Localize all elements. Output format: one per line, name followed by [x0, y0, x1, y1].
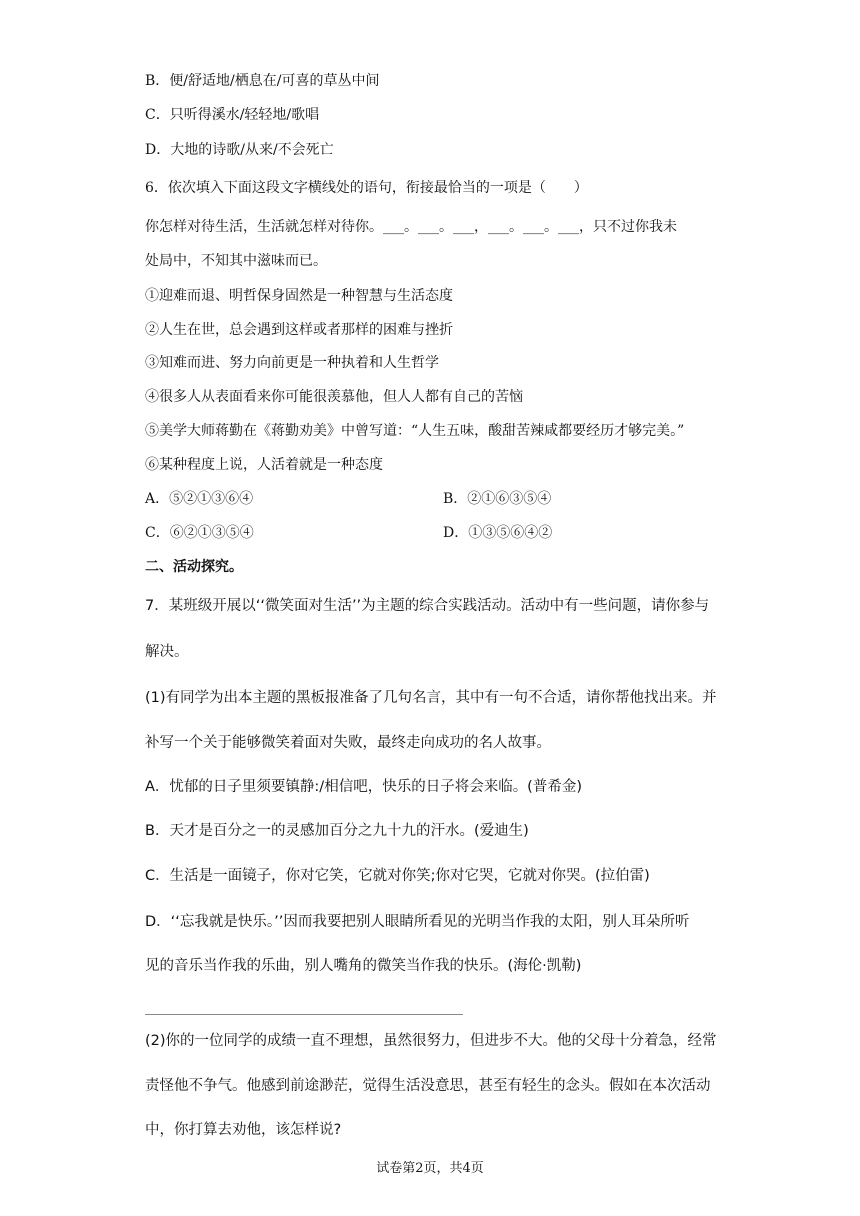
q7-option-d-line-1: D．‘‘忘我就是快乐。’’因而我要把别人眼睛所看见的光明当作我的太阳，别人耳朵所听 — [145, 914, 690, 930]
q7-part2-line-2: 责怪他不争气。他感到前途渺茫，觉得生活没意思，甚至有轻生的念头。假如在本次活动 — [145, 1078, 711, 1094]
q7-part2-line-3: 中，你打算去劝他，该怎样说? — [145, 1122, 342, 1138]
q7-option-c: C．生活是一面镜子，你对它笑，它就对你笑;你对它哭，它就对你哭。(拉伯雷) — [145, 868, 650, 884]
q7-option-d-line-2: 见的音乐当作我的乐曲，别人嘴角的微笑当作我的快乐。(海伦·凯勒) — [145, 958, 582, 974]
q6-sentence-5: ⑤美学大师蒋勤在《蒋勤劝美》中曾写道：“人生五味，酸甜苦辣咸都要经历才够完美。” — [145, 423, 685, 439]
q7-option-b: B．天才是百分之一的灵感加百分之九十九的汗水。(爱迪生) — [145, 823, 529, 839]
q6-stem: 6．依次填入下面这段文字横线处的语句，衔接最恰当的一项是（ ） — [145, 180, 588, 196]
q7-stem-line-2: 解决。 — [145, 644, 189, 660]
q6-sentence-6: ⑥某种程度上说，人活着就是一种态度 — [145, 457, 383, 473]
q5-option-d: D．大地的诗歌/从来/不会死亡 — [145, 142, 334, 158]
q6-option-d: D．①③⑤⑥④② — [443, 525, 553, 541]
q6-passage-line-2: 处局中，不知其中滋味而已。 — [145, 253, 327, 269]
page-footer: 试卷第2页，共4页 — [376, 1161, 484, 1176]
q6-passage-line-1: 你怎样对待生活，生活就怎样对待你。___。___。___，___。___。___，只不过你我未 — [145, 219, 677, 235]
q7-stem-line-1: 7．某班级开展以‘‘微笑面对生活’’为主题的综合实践活动。活动中有一些问题，请你参与 — [145, 598, 710, 614]
q7-option-a: A．忧郁的日子里须要镇静:/相信吧，快乐的日子将会来临。(普希金) — [145, 779, 583, 795]
section-heading: 二、活动探究。 — [145, 559, 243, 575]
q6-option-c: C．⑥②①③⑤④ — [145, 525, 254, 541]
q6-option-a: A．⑤②①③⑥④ — [145, 491, 254, 507]
q5-option-c: C．只听得溪水/轻轻地/歌唱 — [145, 107, 320, 123]
q6-sentence-4: ④很多人从表面看来你可能很羡慕他，但人人都有自己的苦恼 — [145, 389, 523, 405]
q5-option-b: B．便/舒适地/栖息在/可喜的草丛中间 — [145, 73, 380, 89]
q7-part2-line-1: (2)你的一位同学的成绩一直不理想，虽然很努力，但进步不大。他的父母十分着急，经常 — [145, 1033, 717, 1049]
q6-option-b: B．②①⑥③⑤④ — [443, 491, 552, 507]
q6-sentence-3: ③知难而进、努力向前更是一种执着和人生哲学 — [145, 355, 439, 371]
q6-sentence-1: ①迎难而退、明哲保身固然是一种智慧与生活态度 — [145, 288, 453, 304]
q7-part1-line-1: (1)有同学为出本主题的黑板报准备了几句名言，其中有一句不合适，请你帮他找出来。并 — [145, 690, 717, 706]
q7-part1-line-2: 补写一个关于能够微笑着面对失败，最终走向成功的名人故事。 — [145, 735, 551, 751]
answer-line — [145, 1014, 463, 1015]
q6-sentence-2: ②人生在世，总会遇到这样或者那样的困难与挫折 — [145, 322, 453, 338]
